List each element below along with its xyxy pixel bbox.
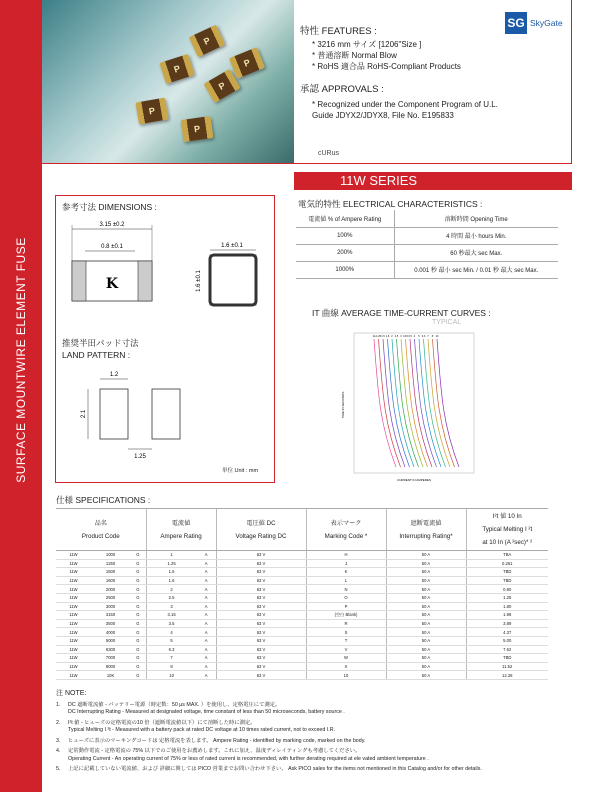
- header-voltage: 電圧値 DC Voltage Rating DC: [216, 509, 306, 551]
- table-cell: 5.00: [466, 636, 548, 645]
- table-cell: 1.6: [146, 576, 197, 585]
- table-cell: A: [197, 654, 216, 663]
- table-cell: A: [197, 568, 216, 577]
- table-row: [56, 611, 548, 620]
- specifications-table: [56, 508, 548, 680]
- fuse-chip: P: [159, 54, 194, 84]
- fuse-chip: P: [189, 25, 225, 58]
- table-cell: A: [197, 602, 216, 611]
- land-pattern-heading: [62, 337, 139, 361]
- note-item: [56, 766, 566, 774]
- curve-label: 3: [400, 335, 402, 338]
- table-cell: G: [130, 645, 146, 654]
- table-cell: G: [130, 636, 146, 645]
- table-cell: G: [130, 602, 146, 611]
- features-block: [300, 26, 461, 72]
- table-cell: 63 V: [216, 671, 306, 680]
- table-cell: A: [197, 628, 216, 637]
- table-cell: 50 A: [386, 654, 466, 663]
- table-cell: A: [197, 645, 216, 654]
- table-cell: 11W: [56, 619, 91, 628]
- header-marking: 表示マーク Marking Code *: [306, 509, 386, 551]
- dimensions-drawing: [60, 215, 270, 335]
- curve-label: 1A: [372, 335, 376, 338]
- table-cell: TBA: [466, 551, 548, 560]
- table-cell: 4: [146, 628, 197, 637]
- curve-label: 5: [418, 335, 420, 338]
- table-cell: L: [306, 576, 386, 585]
- logo-mark: SG: [505, 12, 527, 34]
- table-cell: A: [197, 551, 216, 560]
- table-cell: 63 V: [216, 602, 306, 611]
- land-heading-jp: 推奨半田パッド寸法: [62, 338, 139, 348]
- table-cell: H: [306, 551, 386, 560]
- electrical-header: 電流値 % of Ampere Rating: [296, 210, 394, 227]
- fuse-chip: P: [135, 98, 168, 125]
- table-cell: 50 A: [386, 628, 466, 637]
- table-cell: 50 A: [386, 619, 466, 628]
- table-cell: G: [130, 551, 146, 560]
- table-cell: G: [130, 628, 146, 637]
- table-row: [56, 654, 548, 663]
- table-cell: 3150: [91, 611, 130, 620]
- table-cell: 7: [146, 654, 197, 663]
- table-cell: G: [130, 576, 146, 585]
- table-cell: 63 V: [216, 559, 306, 568]
- table-cell: A: [197, 585, 216, 594]
- notes-heading: 注 NOTE:: [56, 690, 87, 697]
- height-label: 1.6 ±0.1: [196, 270, 202, 292]
- feature-item: * RoHS 適合品 RoHS-Compliant Products: [312, 62, 461, 71]
- table-cell: 12.28: [466, 671, 548, 680]
- table-cell: 11W: [56, 662, 91, 671]
- note-line: 定常動作電流 - 定格電流の 75% 以下でのご使用をお薦めします。これに加え、温度ディレイティングも考慮してください。: [68, 748, 361, 754]
- table-cell: 50 A: [386, 662, 466, 671]
- note-number: 1.: [56, 701, 61, 708]
- y-axis-label: TIME IN SECONDS: [341, 391, 345, 419]
- note-line: Typical Melting I ²t - Measured with a battery pack at rated DC voltage at 10 times rated current, not to exceed I.R.: [68, 727, 336, 733]
- table-cell: 11W: [56, 628, 91, 637]
- table-cell: 50 A: [386, 568, 466, 577]
- table-cell: 63 V: [216, 619, 306, 628]
- note-number: 3.: [56, 737, 61, 744]
- note-item: [56, 720, 566, 735]
- table-cell: A: [197, 662, 216, 671]
- table-cell: G: [130, 654, 146, 663]
- table-cell: A: [197, 636, 216, 645]
- table-row: [56, 619, 548, 628]
- table-row: [296, 261, 558, 278]
- table-cell: 1.80: [466, 602, 548, 611]
- marking-label: K: [105, 276, 119, 292]
- table-cell: G: [130, 662, 146, 671]
- product-photo: [42, 0, 294, 163]
- curve-label: 10: [435, 335, 439, 338]
- table-cell: A: [197, 619, 216, 628]
- table-cell: P: [306, 602, 386, 611]
- table-cell: 11.52: [466, 662, 548, 671]
- note-item: [56, 702, 566, 717]
- table-cell: T: [306, 636, 386, 645]
- note-item: [56, 748, 566, 763]
- table-cell: 4 時間 最小 hours Min.: [394, 227, 558, 244]
- note-line: 上記に記載していない電流値、および 詳細に関しては PICO 営業までお問い合わせ下さい。 Ask PICO sales for the items not mentioned in this Catalog and/or for other details.: [68, 766, 482, 772]
- table-cell: 11W: [56, 585, 91, 594]
- table-cell: 50 A: [386, 576, 466, 585]
- electrical-header: 溶断時間 Opening Time: [394, 210, 558, 227]
- table-cell: G: [130, 559, 146, 568]
- pad-width-label: 1.2: [109, 372, 119, 378]
- table-cell: 11W: [56, 636, 91, 645]
- table-cell: 0.80: [466, 585, 548, 594]
- table-row: [56, 645, 548, 654]
- series-title: 11W SERIES: [294, 172, 572, 190]
- table-cell: 11W: [56, 602, 91, 611]
- table-cell: TBD: [466, 568, 548, 577]
- fuse-chip: P: [204, 69, 241, 103]
- side-band: [0, 0, 42, 792]
- table-cell: 63 V: [216, 551, 306, 560]
- table-cell: 3: [146, 602, 197, 611]
- table-cell: A: [197, 593, 216, 602]
- table-cell: 1.5: [146, 568, 197, 577]
- table-cell: 0.261: [466, 559, 548, 568]
- table-cell: 11W: [56, 671, 91, 680]
- ul-recognized-mark: cURus: [318, 150, 340, 157]
- dimensions-heading: 参考寸法 DIMENSIONS :: [62, 202, 157, 212]
- table-cell: G: [130, 593, 146, 602]
- header-product-code: 品名 Product Code: [56, 509, 146, 551]
- table-cell: (空白 Blank): [306, 611, 386, 620]
- land-pattern-drawing: [60, 365, 260, 465]
- table-cell: 63 V: [216, 585, 306, 594]
- table-cell: 1.25: [466, 593, 548, 602]
- feature-item: * 普通溶断 Normal Blow: [312, 51, 397, 60]
- table-cell: TBD: [466, 576, 548, 585]
- table-cell: G: [130, 671, 146, 680]
- table-cell: 10: [146, 671, 197, 680]
- land-heading-en: LAND PATTERN :: [62, 350, 131, 360]
- table-cell: V: [306, 645, 386, 654]
- table-row: [56, 559, 548, 568]
- table-cell: 50 A: [386, 602, 466, 611]
- table-cell: A: [197, 576, 216, 585]
- specifications-heading: 仕様 SPECIFICATIONS :: [56, 495, 151, 505]
- note-line: I²t 値 - ヒューズの定格電流の10 倍（遮断電流値以下）にて溶断した時に測定。: [68, 719, 256, 726]
- table-cell: A: [197, 611, 216, 620]
- table-cell: 3.5: [146, 619, 197, 628]
- table-cell: 7.62: [466, 645, 548, 654]
- table-cell: G: [130, 568, 146, 577]
- fuse-chip: P: [229, 47, 265, 79]
- approvals-block: [300, 84, 498, 121]
- time-current-curves: [332, 325, 482, 485]
- length-label: 3.15 ±0.2: [99, 222, 125, 228]
- table-cell: 11W: [56, 593, 91, 602]
- table-cell: 63 V: [216, 654, 306, 663]
- unit-note: 単位 Unit : mm: [222, 468, 259, 474]
- approvals-heading: 承認 APPROVALS :: [300, 84, 384, 95]
- approval-item: * Recognized under the Component Program of U.L.: [312, 100, 498, 109]
- table-cell: 63 V: [216, 636, 306, 645]
- curve-label: 7: [427, 335, 429, 338]
- table-cell: 2000: [91, 585, 130, 594]
- table-cell: 6.3: [146, 645, 197, 654]
- curves-heading: IT 曲線 AVERAGE TIME-CURRENT CURVES :: [312, 308, 491, 318]
- table-row: [56, 671, 548, 680]
- curve-label: 2: [391, 335, 393, 338]
- table-row: [56, 628, 548, 637]
- brand-logo: [505, 12, 563, 34]
- table-cell: A: [197, 671, 216, 680]
- curve-label: 1.5: [381, 335, 385, 338]
- table-cell: 2500: [91, 593, 130, 602]
- header-ampere: 電流値 Ampere Rating: [146, 509, 216, 551]
- table-cell: X: [306, 662, 386, 671]
- table-cell: 100%: [296, 227, 394, 244]
- terminal-label: 0.8 ±0.1: [101, 244, 123, 250]
- table-cell: 8: [146, 662, 197, 671]
- table-cell: 1000: [91, 551, 130, 560]
- electrical-table: [296, 210, 558, 279]
- table-cell: 1000%: [296, 261, 394, 278]
- table-cell: 1600: [91, 576, 130, 585]
- table-cell: 3000: [91, 602, 130, 611]
- x-axis-label: CURRENT IN AMPERES: [397, 478, 431, 482]
- table-cell: 11W: [56, 568, 91, 577]
- table-cell: J: [306, 559, 386, 568]
- table-cell: N: [306, 585, 386, 594]
- table-row: [56, 551, 548, 560]
- table-cell: 11W: [56, 611, 91, 620]
- notes-block: [56, 690, 566, 777]
- table-cell: 11W: [56, 576, 91, 585]
- table-cell: 63 V: [216, 628, 306, 637]
- header-interrupt: 遮断電流値 Interrupting Rating*: [386, 509, 466, 551]
- table-cell: 50 A: [386, 636, 466, 645]
- table-cell: 63 V: [216, 576, 306, 585]
- table-cell: 200%: [296, 244, 394, 261]
- table-cell: S: [306, 628, 386, 637]
- table-cell: 10K: [91, 671, 130, 680]
- table-row: [296, 227, 558, 244]
- note-item: [56, 738, 566, 746]
- feature-item: * 3216 mm サイズ [1206"Size ]: [312, 40, 422, 49]
- side-title: SURFACE MOUNTWIRE ELEMENT FUSE: [14, 237, 28, 483]
- electrical-heading: 電気的特性 ELECTRICAL CHARACTERISTICS :: [298, 199, 483, 209]
- table-cell: 5: [146, 636, 197, 645]
- note-number: 4.: [56, 748, 61, 754]
- curve-label: 1.25: [376, 335, 381, 338]
- fuse-chip: P: [181, 116, 214, 142]
- curves-typical: TYPICAL: [432, 319, 462, 326]
- table-cell: 0.001 秒 最小 sec Min. / 0.01 秒 最大 sec Max.: [394, 261, 558, 278]
- table-cell: 50 A: [386, 611, 466, 620]
- table-row: [296, 244, 558, 261]
- note-line: DC 遮断電流値 - バッテリー電源（時定数：50 μs MAX. ）を使用し、定格電圧にて測定。: [68, 701, 281, 708]
- table-row: [56, 576, 548, 585]
- table-row: [56, 568, 548, 577]
- curve-label: 2.5: [394, 335, 399, 338]
- note-line: Operating Current - An operating current of 75% or less of rated current is recommended, with further derating required at ele vated ambient temperature .: [68, 755, 429, 762]
- table-cell: TBD: [466, 654, 548, 663]
- table-cell: 5000: [91, 636, 130, 645]
- table-cell: G: [130, 585, 146, 594]
- logo-name: SkyGate: [530, 18, 563, 28]
- table-cell: O: [306, 593, 386, 602]
- curve-label: 4: [413, 335, 416, 338]
- note-number: 5.: [56, 766, 61, 772]
- table-row: [56, 636, 548, 645]
- table-cell: 50 A: [386, 585, 466, 594]
- divider: [42, 163, 572, 164]
- table-cell: 4.37: [466, 628, 548, 637]
- curve-label: 6.3: [421, 335, 426, 338]
- table-cell: W: [306, 654, 386, 663]
- table-cell: 50 A: [386, 593, 466, 602]
- table-cell: 11W: [56, 559, 91, 568]
- table-cell: 63 V: [216, 611, 306, 620]
- table-cell: 1.98: [466, 611, 548, 620]
- table-cell: 7000: [91, 654, 130, 663]
- curve-label: 3.5: [408, 335, 412, 338]
- table-cell: 50 A: [386, 645, 466, 654]
- table-cell: 6300: [91, 645, 130, 654]
- note-number: 2.: [56, 719, 61, 726]
- table-cell: 60 秒最大 sec Max.: [394, 244, 558, 261]
- table-cell: G: [130, 619, 146, 628]
- table-row: [56, 593, 548, 602]
- curve-label: 1.6: [385, 335, 390, 338]
- table-cell: 2: [146, 585, 197, 594]
- width-label: 1.6 ±0.1: [221, 243, 243, 249]
- table-cell: 11W: [56, 645, 91, 654]
- curve-label: 8: [431, 335, 434, 338]
- features-heading: 特性 FEATURES :: [300, 26, 377, 37]
- approval-item: Guide JDYX2/JDYX8, File No. E195833: [312, 111, 454, 120]
- table-cell: G: [130, 611, 146, 620]
- divider: [571, 0, 572, 164]
- note-line: DC Interrupting Rating - Measured at designated voltage, time constant of less than 50 microseconds, battery source .: [68, 709, 345, 715]
- table-cell: 2.5: [146, 593, 197, 602]
- table-cell: 11W: [56, 551, 91, 560]
- table-cell: 3.15: [146, 611, 197, 620]
- table-cell: 10: [306, 671, 386, 680]
- table-cell: 50 A: [386, 559, 466, 568]
- table-cell: 50 A: [386, 671, 466, 680]
- table-cell: 8000: [91, 662, 130, 671]
- table-cell: 63 V: [216, 645, 306, 654]
- curve-label: 3.15: [403, 335, 408, 338]
- table-cell: 3.89: [466, 619, 548, 628]
- table-row: [56, 585, 548, 594]
- table-cell: 1250: [91, 559, 130, 568]
- table-cell: 63 V: [216, 593, 306, 602]
- note-line: ヒューズに表示のマーキングコードは 定格電流を表します。 Ampere Rating - identified by marking code, marked on the body.: [68, 737, 366, 744]
- table-cell: 3500: [91, 619, 130, 628]
- table-cell: A: [197, 559, 216, 568]
- table-cell: R: [306, 619, 386, 628]
- table-row: [56, 602, 548, 611]
- table-cell: 1500: [91, 568, 130, 577]
- header-melting: I²t 値 10 In Typical Melting I ²t at 10 In (A ²sec)* ²: [466, 509, 548, 551]
- table-cell: 63 V: [216, 568, 306, 577]
- table-cell: K: [306, 568, 386, 577]
- table-cell: 50 A: [386, 551, 466, 560]
- gap-label: 1.25: [134, 454, 146, 460]
- pad-height-label: 2.1: [81, 409, 87, 419]
- table-cell: 1: [146, 551, 197, 560]
- table-cell: 63 V: [216, 662, 306, 671]
- table-cell: 11W: [56, 654, 91, 663]
- table-cell: 1.25: [146, 559, 197, 568]
- table-row: [56, 662, 548, 671]
- table-cell: 4000: [91, 628, 130, 637]
